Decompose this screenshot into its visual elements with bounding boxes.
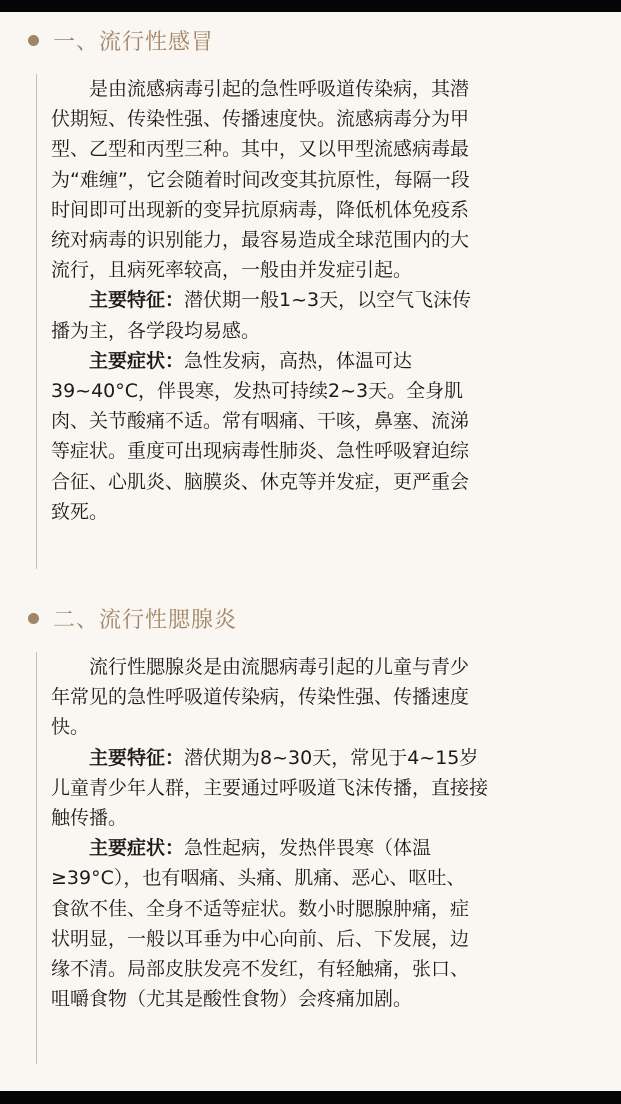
text-line: 致死。 bbox=[51, 500, 109, 523]
text-line: 肉、关节酸痛不适。常有咽痛、干咳，鼻塞、流涕 bbox=[51, 410, 470, 433]
text-line: 统对病毒的识别能力，最容易造成全球范围内的大 bbox=[51, 229, 470, 252]
text-line: 合征、心肌炎、脑膜炎、休克等并发症，更严重会 bbox=[51, 470, 470, 493]
text-line: 急性发病，高热，体温可达 bbox=[184, 349, 413, 372]
section1-body bbox=[36, 74, 583, 569]
section1-symptoms bbox=[51, 346, 583, 527]
text-line: 潜伏期为8~30天，常见于4~15岁 bbox=[184, 746, 479, 769]
section1-features bbox=[51, 285, 583, 345]
section1-heading-text: 一、流行性感冒 bbox=[53, 30, 215, 55]
text-line: 潜伏期一般1~3天，以空气飞沫传 bbox=[184, 289, 472, 312]
text-line: 等症状。重度可出现病毒性肺炎、急性呼吸窘迫综 bbox=[51, 440, 470, 463]
section1-heading bbox=[28, 25, 214, 56]
text-line: 年常见的急性呼吸道传染病，传染性强、传播速度 bbox=[51, 686, 470, 709]
text-line: 流行性腮腺炎是由流腮病毒引起的儿童与青少 bbox=[51, 656, 470, 678]
text-line: 缘不清。局部皮肤发亮不发红，有轻触痛，张口、 bbox=[51, 958, 470, 981]
features-label: 主要特征： bbox=[51, 746, 185, 769]
text-line: 状明显，一般以耳垂为中心向前、后、下发展，边 bbox=[51, 927, 470, 950]
text-line: 食欲不佳、全身不适等症状。数小时腮腺肿痛，症 bbox=[51, 897, 470, 920]
bullet-dot-icon bbox=[28, 613, 39, 624]
section2-body bbox=[36, 652, 583, 1064]
text-line: 急性起病，发热伴畏寒（体温 bbox=[184, 837, 432, 860]
top-black-bar bbox=[0, 0, 621, 12]
section1-intro bbox=[51, 74, 583, 285]
text-line: 为“难缠”，它会随着时间改变其抗原性，每隔一段 bbox=[51, 168, 470, 191]
section2-heading-text: 二、流行性腮腺炎 bbox=[53, 608, 238, 633]
text-line: 流行，且病死率较高，一般由并发症引起。 bbox=[51, 259, 413, 282]
text-line: 是由流感病毒引起的急性呼吸道传染病，其潜 bbox=[51, 78, 470, 100]
features-label: 主要特征： bbox=[51, 289, 185, 312]
symptoms-label: 主要症状： bbox=[51, 349, 185, 372]
bottom-black-bar bbox=[0, 1091, 621, 1104]
bullet-dot-icon bbox=[28, 35, 39, 46]
text-line: 儿童青少年人群，主要通过呼吸道飞沫传播，直接接 bbox=[51, 776, 489, 799]
text-line: 咀嚼食物（尤其是酸性食物）会疼痛加剧。 bbox=[51, 988, 413, 1011]
section2-intro bbox=[51, 652, 583, 743]
text-line: 型、乙型和丙型三种。其中，又以甲型流感病毒最 bbox=[51, 138, 470, 161]
text-line: 时间即可出现新的变异抗原病毒，降低机体免疫系 bbox=[51, 198, 470, 221]
text-line: 39~40°C，伴畏寒，发热可持续2~3天。全身肌 bbox=[51, 380, 464, 403]
section2-symptoms bbox=[51, 833, 583, 1014]
symptoms-label: 主要症状： bbox=[51, 837, 185, 860]
text-line: 伏期短、传染性强、传播速度快。流感病毒分为甲 bbox=[51, 108, 470, 131]
text-line: 触传播。 bbox=[51, 807, 128, 830]
section2-features bbox=[51, 743, 583, 834]
text-line: 播为主，各学段均易感。 bbox=[51, 319, 261, 342]
section2-heading bbox=[28, 603, 237, 634]
text-line: ≥39°C），也有咽痛、头痛、肌痛、恶心、呕吐、 bbox=[51, 867, 466, 890]
text-line: 快。 bbox=[51, 716, 90, 739]
